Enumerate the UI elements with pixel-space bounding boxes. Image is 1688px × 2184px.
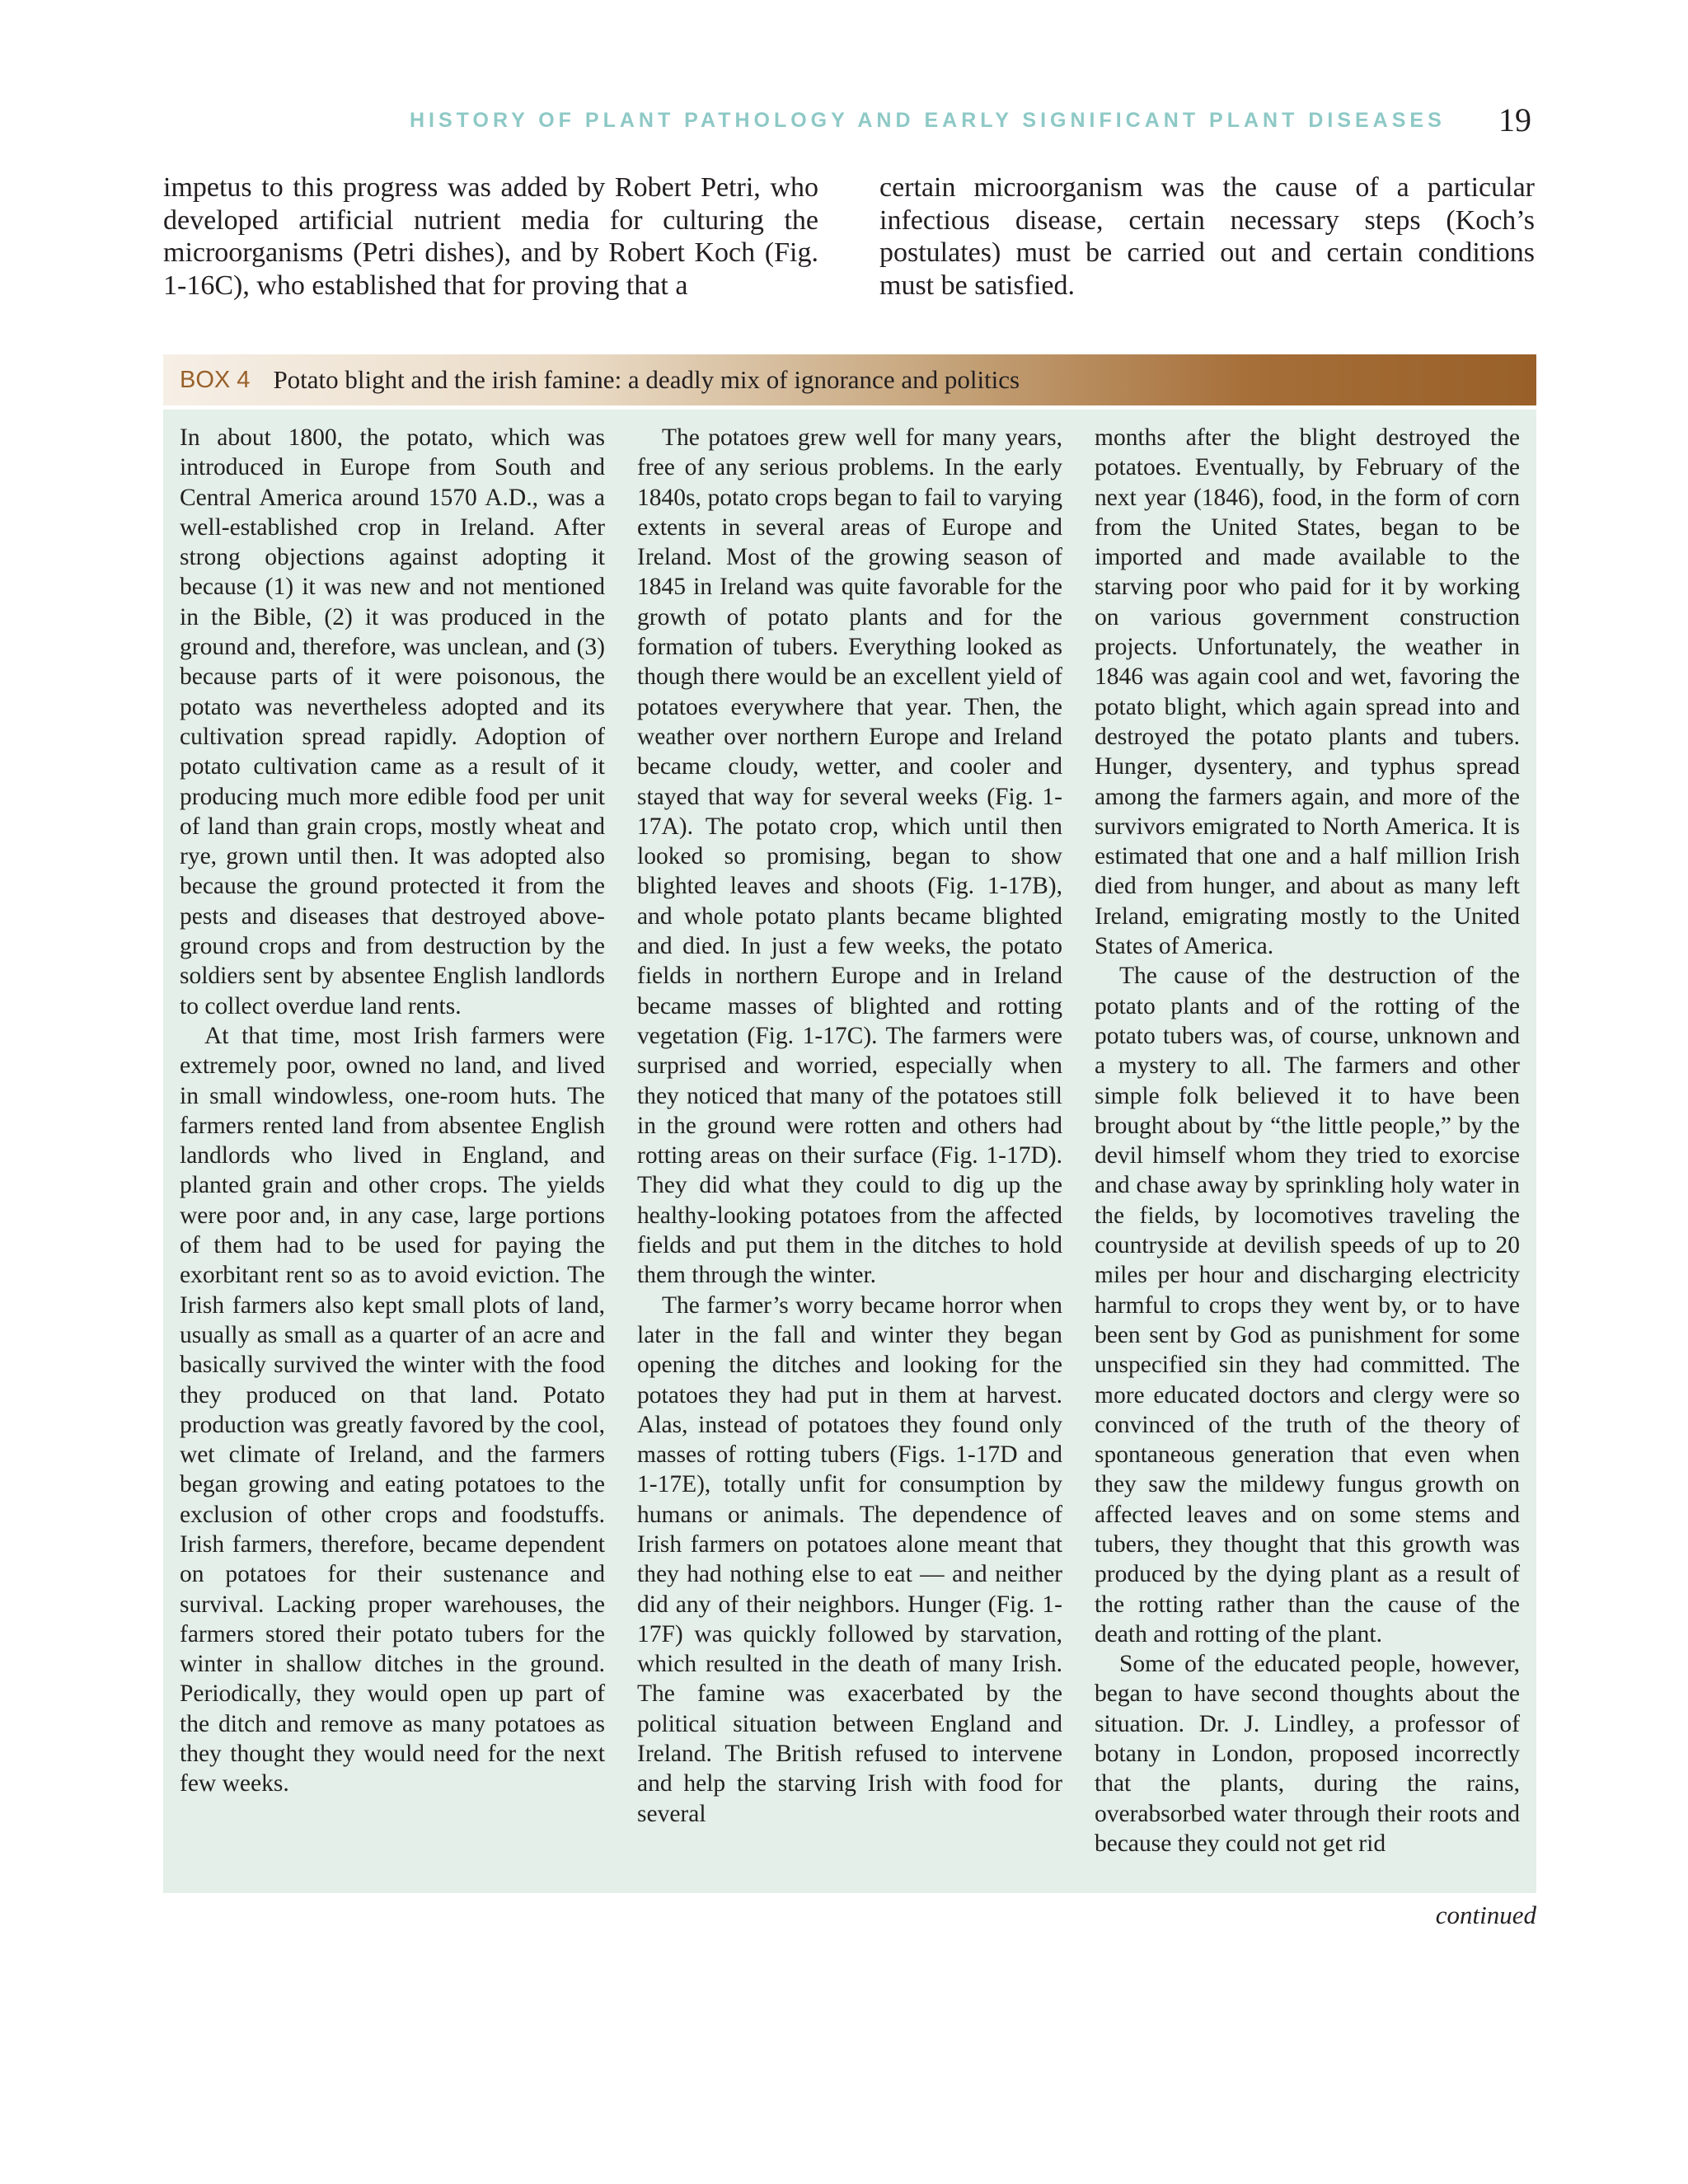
intro-left-column: impetus to this progress was added by Robert Petri, who developed artificial nutrient media for culturing the microorganisms (Petri dishes), and by Robert Koch (Fig. 1-16C), who established that for proving that a [163,172,818,301]
intro-text [163,171,1535,302]
page-number: 19 [1498,101,1531,138]
box-paragraph: months after the blight destroyed the potatoes. Eventually, by February of the next year (1846), food, in the form of corn from the United States, began to be imported and made available to the starving poor who paid for it by working on various government construction projects. Unfortunately, the weather in 1846 was again cool and wet, favoring the potato blight, which again spread into and destroyed the potato plants and tubers. Hunger, dysentery, and typhus spread among the farmers again, and more of the survivors emigrated to North America. It is estimated that one and a half million Irish died from hunger, and about as many left Ireland, emigrating mostly to the United States of America. [1095,424,1520,960]
box-column-1 [180,423,605,1799]
box-column-3 [1095,423,1520,1858]
box-paragraph: The cause of the destruction of the potato plants and of the rotting of the potato tubers was, of course, unknown and a mystery to all. The farmers and other simple folk believed it to have been brought about by “the little people,” by the devil himself whom they tried to exorcise and chase away by sprinkling holy water in the fields, by locomotives traveling the countryside at devilish speeds of up to 20 miles per hour and discharging electricity harmful to crops they went by, or to have been sent by God as punishment for some unspecified sin they had committed. The more educated doctors and clergy were so convinced of the truth of the theory of spontaneous generation that even when they saw the mildewy fungus growth on affected leaves and on some stems and tubers, they thought that this growth was produced by the dying plant as a result of the rotting rather than the cause of the death and rotting of the plant. [1095,963,1520,1647]
running-title: HISTORY OF PLANT PATHOLOGY AND EARLY SIGNIFICANT PLANT DISEASES [410,109,1446,132]
box-body [163,410,1536,1893]
box-paragraph: At that time, most Irish farmers were extremely poor, owned no land, and lived in small windowless, one-room huts. The farmers rented land from absentee English landlords who lived in England, and planted grain and other crops. The yields were poor and, in any case, large portions of them had to be used for paying the exorbitant rent so as to avoid eviction. The Irish farmers also kept small plots of land, usually as small as a quarter of an acre and basically survived the winter with the food they produced on that land. Potato production was greatly favored by the cool, wet climate of Ireland, and the farmers began growing and eating potatoes to the exclusion of other crops and foodstuffs. Irish farmers, therefore, became dependent on potatoes for their sustenance and survival. Lacking proper warehouses, the farmers stored their potato tubers for the winter in shallow ditches in the ground. Periodically, they would open up part of the ditch and remove as many potatoes as they thought they would need for the next few weeks. [180,1022,605,1797]
box-label: BOX 4 [180,366,251,393]
continued-label: continued [1435,1900,1536,1929]
box-header [163,354,1536,405]
intro-right-column: certain microorganism was the cause of a particular infectious disease, certain necessary steps (Koch’s postulates) must be carried out and certain conditions must be satisfied. [879,172,1535,301]
box-paragraph: The farmer’s worry became horror when later in the fall and winter they began opening the ditches and looking for the potatoes they had put in them at harvest. Alas, instead of potatoes they found only masses of rotting tubers (Figs. 1-17D and 1-17E), totally unfit for consumption by humans or animals. The dependence of Irish farmers on potatoes alone meant that they had nothing else to eat — and neither did any of their neighbors. Hunger (Fig. 1-17F) was quickly followed by starvation, which resulted in the death of many Irish. The famine was exacerbated by the political situation between England and Ireland. The British refused to intervene and help the starving Irish with food for several [637,1291,1062,1827]
box-paragraph: In about 1800, the potato, which was introduced in Europe from South and Central America around 1570 A.D., was a well-established crop in Ireland. After strong objections against adopting it because (1) it was new and not mentioned in the Bible, (2) it was produced in the ground and, therefore, was unclean, and (3) because parts of it were poisonous, the potato was nevertheless adopted and its cultivation spread rapidly. Adoption of potato cultivation came as a result of it producing much more edible food per unit of land than grain crops, mostly wheat and rye, grown until then. It was adopted also because the ground protected it from the pests and diseases that destroyed above-ground crops and from destruction by the soldiers sent by absentee English landlords to collect overdue land rents. [180,424,605,1019]
box-paragraph: The potatoes grew well for many years, free of any serious problems. In the early 1840s, potato crops began to fail to varying extents in several areas of Europe and Ireland. Most of the growing season of 1845 in Ireland was quite favorable for the growth of potato plants and for the formation of tubers. Everything looked as though there would be an excellent yield of potatoes everywhere that year. Then, the weather over northern Europe and Ireland became cloudy, wetter, and cooler and stayed that way for several weeks (Fig. 1-17A). The potato crop, which until then looked so promising, began to show blighted leaves and shoots (Fig. 1-17B), and whole potato plants became blighted and died. In just a few weeks, the potato fields in northern Europe and in Ireland became masses of blighted and rotting vegetation (Fig. 1-17C). The farmers were surprised and worried, especially when they noticed that many of the potatoes still in the ground were rotten and others had rotting areas on their surface (Fig. 1-17D). They did what they could to dig up the healthy-looking potatoes from the affected fields and put them in the ditches to hold them through the winter. [637,424,1062,1289]
box-column-2 [637,423,1062,1829]
box-title: Potato blight and the irish famine: a deadly mix of ignorance and politics [273,365,1020,394]
box-paragraph: Some of the educated people, however, began to have second thoughts about the situation. Dr. J. Lindley, a professor of botany in London, proposed incorrectly that the plants, during the rains, overabsorbed water through their roots and because they could not get rid [1095,1651,1520,1857]
